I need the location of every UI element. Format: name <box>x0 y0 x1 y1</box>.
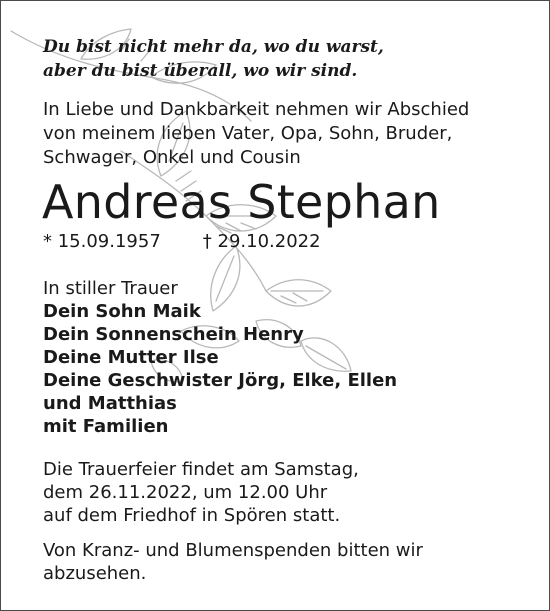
mourner-line: mit Familien <box>43 416 169 437</box>
request-line: abzusehen. <box>43 563 147 584</box>
deceased-name: Andreas Stephan <box>42 175 441 229</box>
memorial-motto <box>43 35 525 83</box>
funeral-service-info <box>43 458 525 527</box>
intro-line: von meinem lieben Vater, Opa, Sohn, Bruder, <box>43 123 453 144</box>
service-line: dem 26.11.2022, um 12.00 Uhr <box>43 482 328 503</box>
mourner-line: Dein Sohn Maik <box>43 301 201 322</box>
death-date: † 29.10.2022 <box>202 231 321 252</box>
flower-request <box>43 539 525 585</box>
mourners-list <box>43 277 525 438</box>
mourner-line: Deine Geschwister Jörg, Elke, Ellen <box>43 370 398 391</box>
motto-line: Du bist nicht mehr da, wo du warst, <box>43 37 384 57</box>
birth-date: * 15.09.1957 <box>43 231 161 252</box>
service-line: Die Trauerfeier findet am Samstag, <box>43 459 359 480</box>
life-dates <box>43 230 525 254</box>
request-line: Von Kranz- und Blumenspenden bitten wir <box>43 540 423 561</box>
intro-line: In Liebe und Dankbarkeit nehmen wir Abschied <box>43 99 470 120</box>
farewell-intro <box>43 98 525 170</box>
mourner-line: Dein Sonnenschein Henry <box>43 324 304 345</box>
intro-line: Schwager, Onkel und Cousin <box>43 147 301 168</box>
mourner-line: und Matthias <box>43 393 177 414</box>
motto-line: aber du bist überall, wo wir sind. <box>43 61 358 81</box>
mourners-heading: In stiller Trauer <box>43 278 178 299</box>
mourner-line: Deine Mutter Ilse <box>43 347 219 368</box>
notice-content <box>43 35 525 585</box>
service-line: auf dem Friedhof in Spören statt. <box>43 505 341 526</box>
